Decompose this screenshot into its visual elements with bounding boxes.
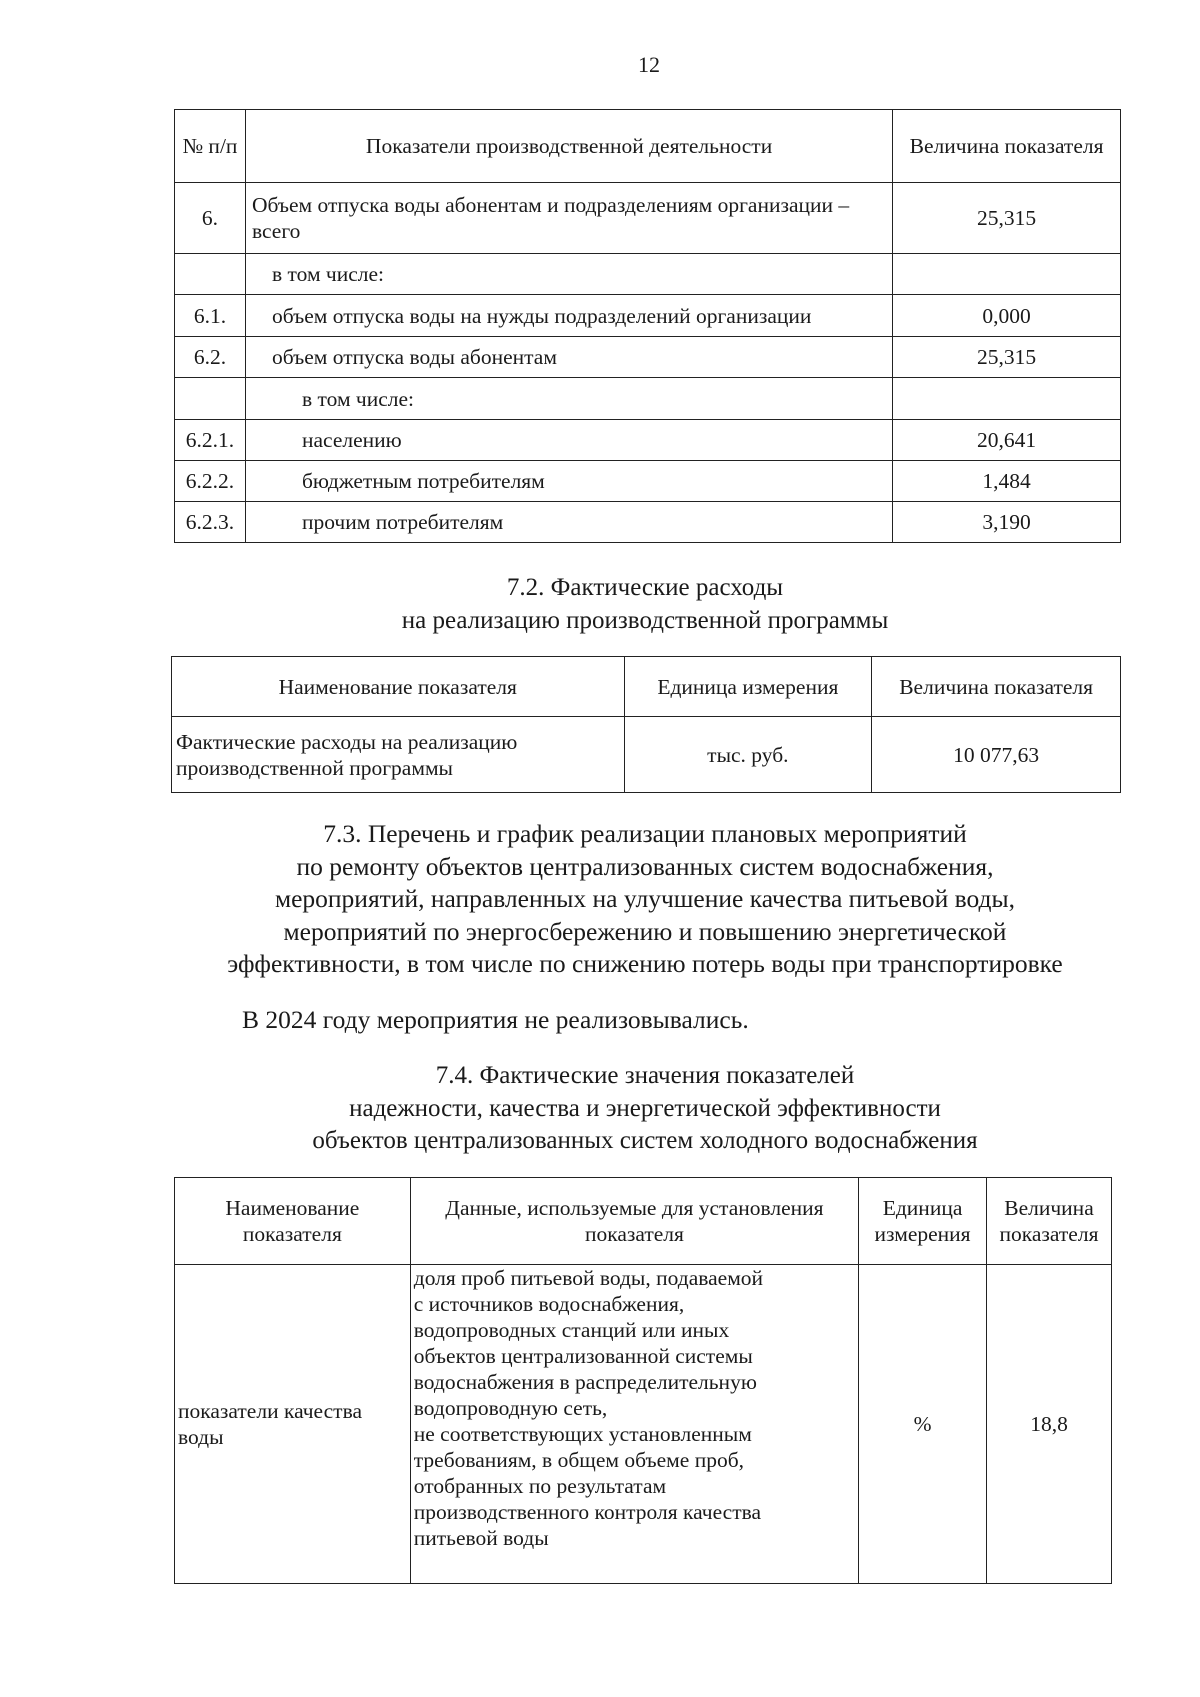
table-row: [175, 502, 1121, 543]
row-value: [893, 254, 1121, 295]
row-number: 6.2.1.: [175, 420, 246, 461]
table-row: [175, 183, 1121, 254]
heading-line: 7.3. Перечень и график реализации плановых мероприятий: [323, 819, 967, 848]
row-label: объем отпуска воды на нужды подразделений организации: [245, 295, 892, 337]
section-7-2-heading: [0, 572, 1200, 637]
table-row: [175, 337, 1121, 378]
data-line: с источников водоснабжения,: [413, 1292, 685, 1316]
row-number: 6.2.3.: [175, 502, 246, 543]
row-number: 6.1.: [175, 295, 246, 337]
data-line: питьевой воды: [413, 1526, 549, 1550]
row-label: в том числе:: [245, 254, 892, 295]
page-number: 12: [638, 52, 660, 77]
header-value: Величина показателя: [893, 110, 1121, 183]
data-line: производственного контроля качества: [413, 1500, 762, 1524]
section-7-3-heading: [0, 818, 1200, 981]
heading-line: 7.2. Фактические расходы: [506, 574, 784, 601]
row-label: населению: [245, 420, 892, 461]
row-number: [175, 254, 246, 295]
data-line: водоснабжения в распределительную: [413, 1370, 757, 1394]
row-data: [410, 1265, 858, 1584]
row-label: прочим потребителям: [245, 502, 892, 543]
header-unit: Единица измерения: [859, 1178, 987, 1265]
row-unit: тыс. руб.: [624, 717, 872, 793]
section-7-4-heading: [0, 1060, 1200, 1158]
row-value: 18,8: [987, 1265, 1112, 1584]
data-line: требованиям, в общем объеме проб,: [413, 1448, 745, 1472]
data-line: отобранных по результатам: [413, 1474, 667, 1498]
heading-line: надежности, качества и энергетической эффективности: [349, 1094, 941, 1122]
heading-line: по ремонту объектов централизованных систем водоснабжения,: [296, 851, 994, 881]
row-number: 6.: [175, 183, 246, 254]
row-value: 25,315: [893, 183, 1121, 254]
header-data: Данные, используемые для установления показателя: [410, 1178, 858, 1265]
table-row: [175, 378, 1121, 420]
reliability-indicators-table: [174, 1177, 1112, 1584]
data-line: не соответствующих установленным: [413, 1422, 752, 1446]
heading-line: мероприятий, направленных на улучшение качества питьевой воды,: [274, 884, 1016, 913]
data-line: доля проб питьевой воды, подаваемой: [413, 1266, 764, 1290]
row-value: 0,000: [893, 295, 1121, 337]
table-row: [175, 420, 1121, 461]
row-name: Фактические расходы на реализацию производственной программы: [172, 717, 625, 793]
row-unit: %: [859, 1265, 987, 1584]
data-line: водопроводную сеть,: [413, 1396, 608, 1420]
production-indicators-table: [174, 109, 1121, 543]
table-row: [175, 295, 1121, 337]
header-value: Величина показателя: [987, 1178, 1112, 1265]
row-label: в том числе:: [245, 378, 892, 420]
row-name: показатели качества воды: [175, 1265, 411, 1584]
data-line: объектов централизованной системы: [413, 1344, 753, 1368]
row-value: 1,484: [893, 461, 1121, 502]
row-number: 6.2.2.: [175, 461, 246, 502]
row-value: 3,190: [893, 502, 1121, 543]
header-name: Наименование показателя: [175, 1178, 411, 1265]
table-header-row: [175, 1178, 1112, 1265]
heading-line: эффективности, в том числе по снижению потерь воды при транспортировке: [227, 949, 1063, 978]
table-header-row: [172, 657, 1121, 717]
data-line: водопроводных станций или иных: [413, 1318, 730, 1342]
header-number: № п/п: [175, 110, 246, 183]
table-header-row: [175, 110, 1121, 183]
row-label: объем отпуска воды абонентам: [245, 337, 892, 378]
table-row: [172, 717, 1121, 793]
row-number: 6.2.: [175, 337, 246, 378]
header-indicator: Показатели производственной деятельности: [245, 110, 892, 183]
table-row: [175, 461, 1121, 502]
actual-expenses-table: [171, 656, 1121, 793]
section-7-3-text: В 2024 году мероприятия не реализовывались.: [242, 1005, 749, 1034]
row-label: Объем отпуска воды абонентам и подразделениям организации – всего: [245, 183, 892, 254]
heading-line: объектов централизованных систем холодного водоснабжения: [312, 1127, 978, 1154]
row-value: 25,315: [893, 337, 1121, 378]
row-number: [175, 378, 246, 420]
heading-line: на реализацию производственной программы: [401, 606, 889, 634]
row-value: 10 077,63: [872, 717, 1121, 793]
table-row: [175, 1265, 1112, 1584]
header-name: Наименование показателя: [172, 657, 625, 717]
table-row: [175, 254, 1121, 295]
heading-line: 7.4. Фактические значения показателей: [435, 1062, 855, 1089]
header-unit: Единица измерения: [624, 657, 872, 717]
heading-line: мероприятий по энергосбережению и повышению энергетической: [283, 916, 1007, 946]
header-value: Величина показателя: [872, 657, 1121, 717]
row-label: бюджетным потребителям: [245, 461, 892, 502]
row-value: 20,641: [893, 420, 1121, 461]
row-value: [893, 378, 1121, 420]
